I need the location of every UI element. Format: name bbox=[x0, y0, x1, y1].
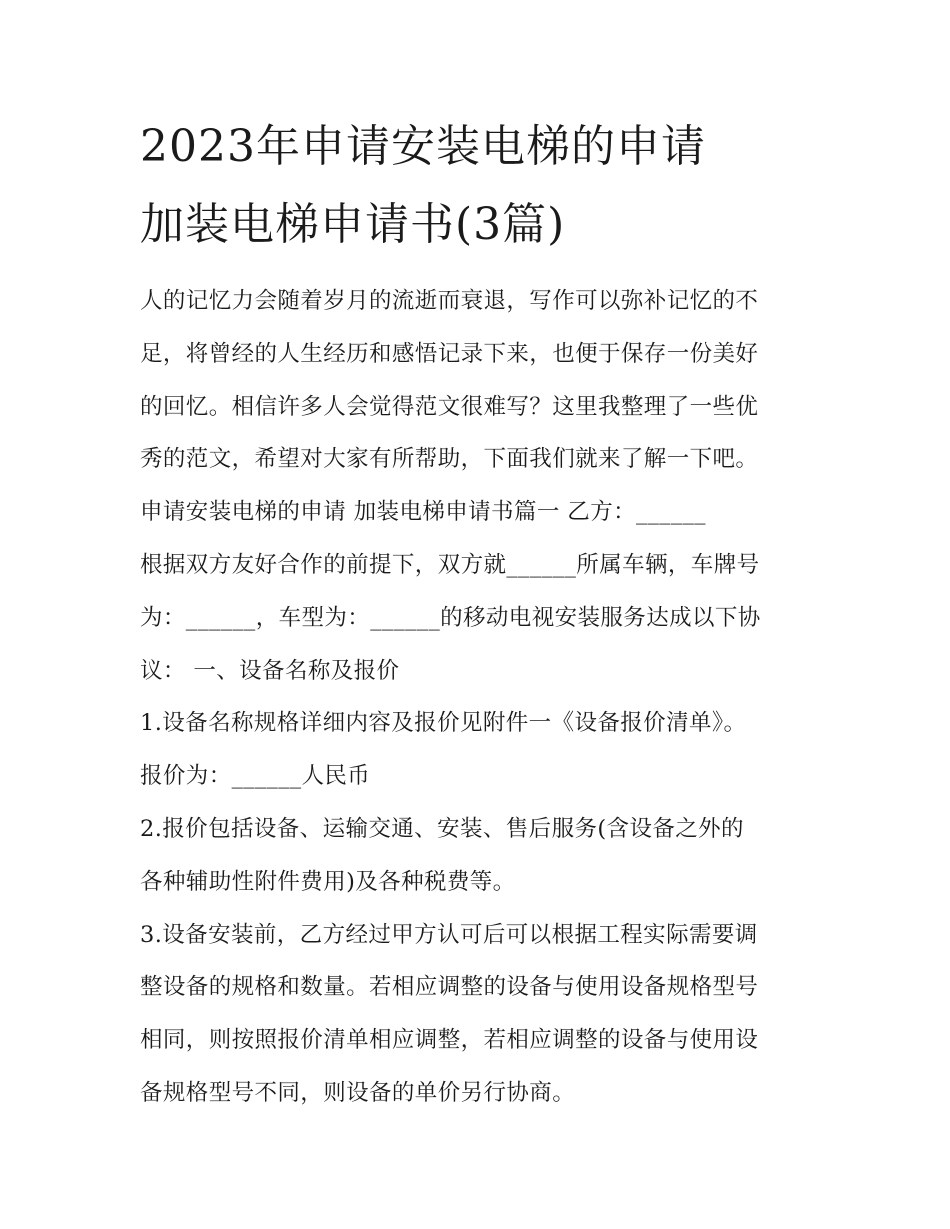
body-line: 2.报价包括设备、运输交通、安装、售后服务(含设备之外的 bbox=[140, 815, 744, 842]
body-line: 1.设备名称规格详细内容及报价见附件一《设备报价清单》。 bbox=[140, 710, 747, 737]
body-line: 足，将曾经的人生经历和感悟记录下来，也便于保存一份美好 bbox=[140, 340, 759, 367]
body-line: 各种辅助性附件费用)及各种税费等。 bbox=[140, 868, 516, 895]
title-line-2: 加装电梯申请书(3篇) bbox=[140, 199, 566, 250]
body-line: 报价为：______人民币 bbox=[140, 763, 371, 790]
body-line: 的回忆。相信许多人会觉得范文很难写？这里我整理了一些优 bbox=[140, 393, 759, 420]
body-line: 根据双方友好合作的前提下，双方就______所属车辆，车牌号 bbox=[140, 551, 760, 578]
body-line: 人的记忆力会随着岁月的流逝而衰退，写作可以弥补记忆的不 bbox=[140, 288, 759, 314]
body-line: 3.设备安装前，乙方经过甲方认可后可以根据工程实际需要调 bbox=[140, 921, 758, 948]
body-line: 为：______，车型为：______的移动电视安装服务达成以下协 bbox=[140, 604, 761, 631]
title-line-1: 2023年申请安装电梯的申请 bbox=[140, 121, 706, 172]
body-line: 议： 一、设备名称及报价 bbox=[140, 657, 400, 684]
body-line: 整设备的规格和数量。若相应调整的设备与使用设备规格型号 bbox=[140, 974, 759, 1001]
body-line: 备规格型号不同，则设备的单价另行协商。 bbox=[140, 1079, 576, 1106]
body-line: 相同，则按照报价清单相应调整，若相应调整的设备与使用设 bbox=[140, 1027, 759, 1054]
document-title bbox=[140, 108, 840, 264]
document-body bbox=[140, 275, 820, 1120]
body-line: 秀的范文，希望对大家有所帮助，下面我们就来了解一下吧。 bbox=[140, 446, 759, 473]
body-line: 申请安装电梯的申请 加装电梯申请书篇一 乙方：______ bbox=[140, 499, 706, 526]
